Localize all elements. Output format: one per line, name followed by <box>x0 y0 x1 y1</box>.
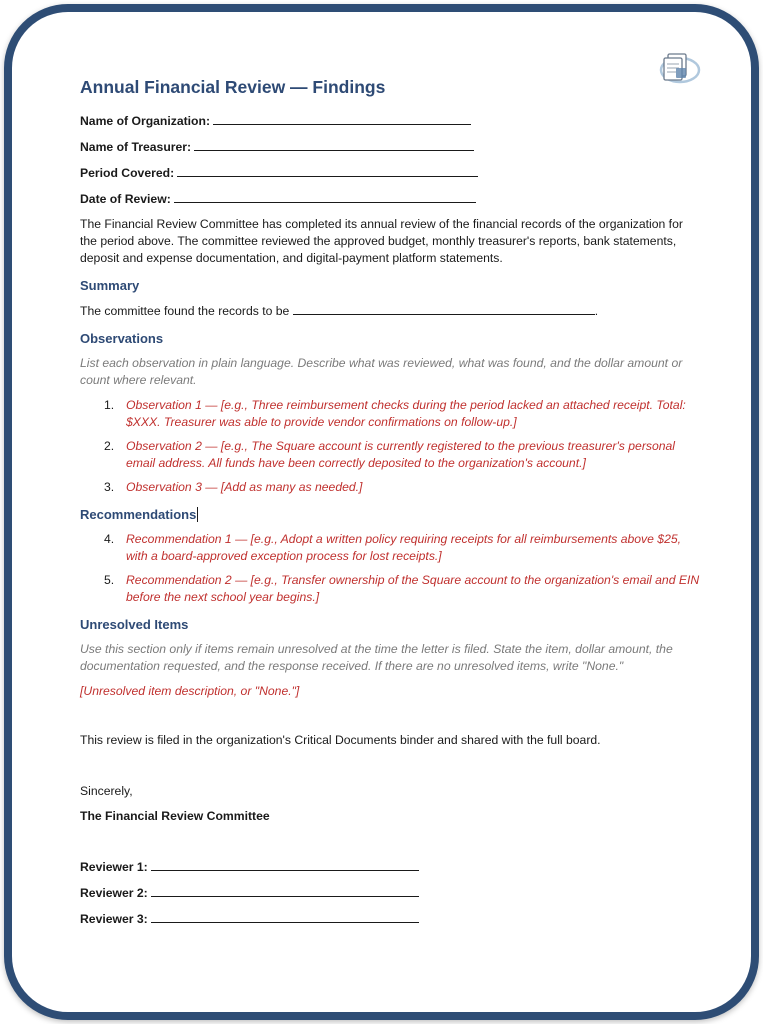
filing-note: This review is filed in the organization's Critical Documents binder and shared with the full board. <box>80 733 601 747</box>
observations-list <box>80 397 700 496</box>
unresolved-placeholder[interactable]: [Unresolved item description, or "None."] <box>80 684 300 698</box>
recommendations-heading-text: Recommendations <box>80 507 197 522</box>
observation-text: Observation 3 — [Add as many as needed.] <box>126 480 363 494</box>
text-cursor <box>197 507 198 522</box>
list-item[interactable] <box>80 572 700 606</box>
period-blank-line[interactable] <box>177 164 478 177</box>
recommendations-heading[interactable] <box>80 506 700 523</box>
reviewer-field <box>80 884 700 902</box>
field-period <box>80 164 700 182</box>
intro-paragraph: The Financial Review Committee has completed its annual review of the financial records of the organization for the period above. The committee reviewed the approved budget, monthly treasurer's reports, bank statements, deposit and expense documentation, and digital-payment platform statements. <box>80 217 683 265</box>
reviewer-label: Reviewer 1: <box>80 860 148 874</box>
reviewer-field <box>80 910 700 928</box>
list-item[interactable] <box>80 479 700 496</box>
reviewer-label: Reviewer 3: <box>80 912 148 926</box>
list-number: 3. <box>104 480 115 494</box>
list-number: 2. <box>104 439 115 453</box>
summary-text: The committee found the records to be <box>80 304 290 318</box>
reviewer-1-blank-line[interactable] <box>151 858 419 871</box>
summary-blank-line[interactable] <box>293 302 595 315</box>
summary-sentence <box>80 302 700 320</box>
treasurer-blank-line[interactable] <box>194 138 474 151</box>
reviewer-label: Reviewer 2: <box>80 886 148 900</box>
recommendation-text: Recommendation 2 — [e.g., Transfer ownership of the Square account to the organization's email and EIN before the next school year begins.] <box>126 573 700 604</box>
unresolved-heading: Unresolved Items <box>80 617 189 632</box>
field-label: Period Covered: <box>80 166 175 180</box>
observations-heading: Observations <box>80 331 164 346</box>
list-item[interactable] <box>80 438 700 472</box>
reviewer-2-blank-line[interactable] <box>151 884 419 897</box>
observation-text: Observation 1 — [e.g., Three reimbursement checks during the period lacked an attached receipt. Total: $XXX. Treasurer was able to provide vendor confirmations on follow-up.] <box>126 398 686 429</box>
organization-blank-line[interactable] <box>213 112 471 125</box>
document-title: Annual Financial Review — Findings <box>80 77 386 97</box>
recommendation-text: Recommendation 1 — [e.g., Adopt a written policy requiring receipts for all reimbursements above $25, with a board-approved exception process for lost receipts.] <box>126 532 682 563</box>
reviewer-field <box>80 858 700 876</box>
list-number: 1. <box>104 398 115 412</box>
field-date <box>80 190 700 208</box>
field-treasurer <box>80 138 700 156</box>
field-label: Date of Review: <box>80 192 171 206</box>
reviewer-section <box>80 858 700 928</box>
field-label: Name of Organization: <box>80 114 211 128</box>
observations-hint: List each observation in plain language. Describe what was reviewed, what was found, and the dollar amount or count where relevant. <box>80 356 683 387</box>
summary-heading: Summary <box>80 278 140 293</box>
list-number: 5. <box>104 573 115 587</box>
date-blank-line[interactable] <box>174 190 476 203</box>
unresolved-hint: Use this section only if items remain unresolved at the time the letter is filed. State the item, dollar amount, the documentation requested, and the response received. If there are no unresolved items, write "None." <box>80 642 673 673</box>
closing-text: Sincerely, <box>80 784 133 798</box>
recommendations-list <box>80 531 700 606</box>
observation-text: Observation 2 — [e.g., The Square account is currently registered to the previous treasurer's personal email address. All funds have been correctly deposited to the organization's account.] <box>126 439 676 470</box>
review-document <box>80 76 700 936</box>
field-label: Name of Treasurer: <box>80 140 192 154</box>
list-item[interactable] <box>80 531 700 565</box>
reviewer-3-blank-line[interactable] <box>151 910 419 923</box>
list-item[interactable] <box>80 397 700 431</box>
signature-text: The Financial Review Committee <box>80 809 270 823</box>
list-number: 4. <box>104 532 115 546</box>
summary-period: . <box>594 304 599 318</box>
field-organization <box>80 112 700 130</box>
